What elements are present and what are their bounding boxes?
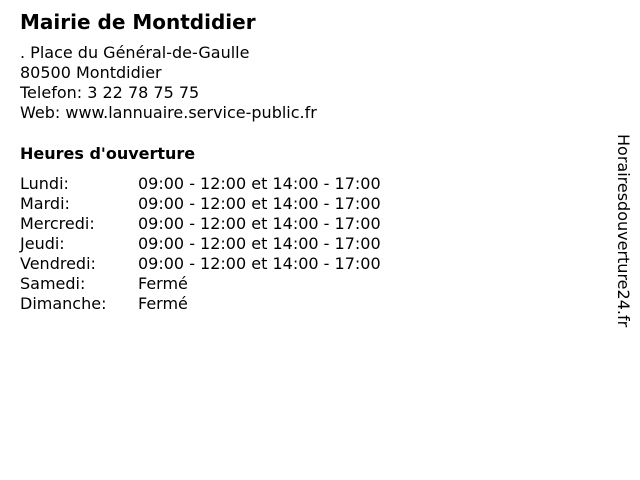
hours-row-saturday bbox=[20, 274, 381, 294]
day-label: Lundi: bbox=[20, 174, 69, 193]
day-label: Mardi: bbox=[20, 194, 70, 213]
postal-city: 80500 Montdidier bbox=[20, 63, 162, 82]
hours-row-thursday bbox=[20, 234, 381, 254]
address-block bbox=[20, 43, 317, 123]
hours-row-wednesday bbox=[20, 214, 381, 234]
day-label: Vendredi: bbox=[20, 254, 96, 273]
page-title: Mairie de Montdidier bbox=[20, 10, 256, 34]
day-hours: Fermé bbox=[138, 274, 188, 293]
day-label: Mercredi: bbox=[20, 214, 95, 233]
day-label: Samedi: bbox=[20, 274, 86, 293]
day-hours: 09:00 - 12:00 et 14:00 - 17:00 bbox=[138, 194, 381, 213]
hours-row-friday bbox=[20, 254, 381, 274]
site-watermark bbox=[613, 134, 633, 349]
hours-row-sunday bbox=[20, 294, 381, 314]
phone-number: Telefon: 3 22 78 75 75 bbox=[20, 83, 200, 102]
day-hours: 09:00 - 12:00 et 14:00 - 17:00 bbox=[138, 254, 381, 273]
day-hours: 09:00 - 12:00 et 14:00 - 17:00 bbox=[138, 174, 381, 193]
day-hours: 09:00 - 12:00 et 14:00 - 17:00 bbox=[138, 234, 381, 253]
day-label: Dimanche: bbox=[20, 294, 107, 313]
hours-row-tuesday bbox=[20, 194, 381, 214]
day-hours: 09:00 - 12:00 et 14:00 - 17:00 bbox=[138, 214, 381, 233]
day-hours: Fermé bbox=[138, 294, 188, 313]
watermark-text: Horairesdouverture24.fr bbox=[614, 134, 633, 328]
hours-row-monday bbox=[20, 174, 381, 194]
street-address: . Place du Général-de-Gaulle bbox=[20, 43, 250, 62]
website: Web: www.lannuaire.service-public.fr bbox=[20, 103, 317, 122]
opening-hours-table bbox=[20, 174, 381, 314]
opening-hours-heading: Heures d'ouverture bbox=[20, 144, 196, 163]
day-label: Jeudi: bbox=[20, 234, 65, 253]
